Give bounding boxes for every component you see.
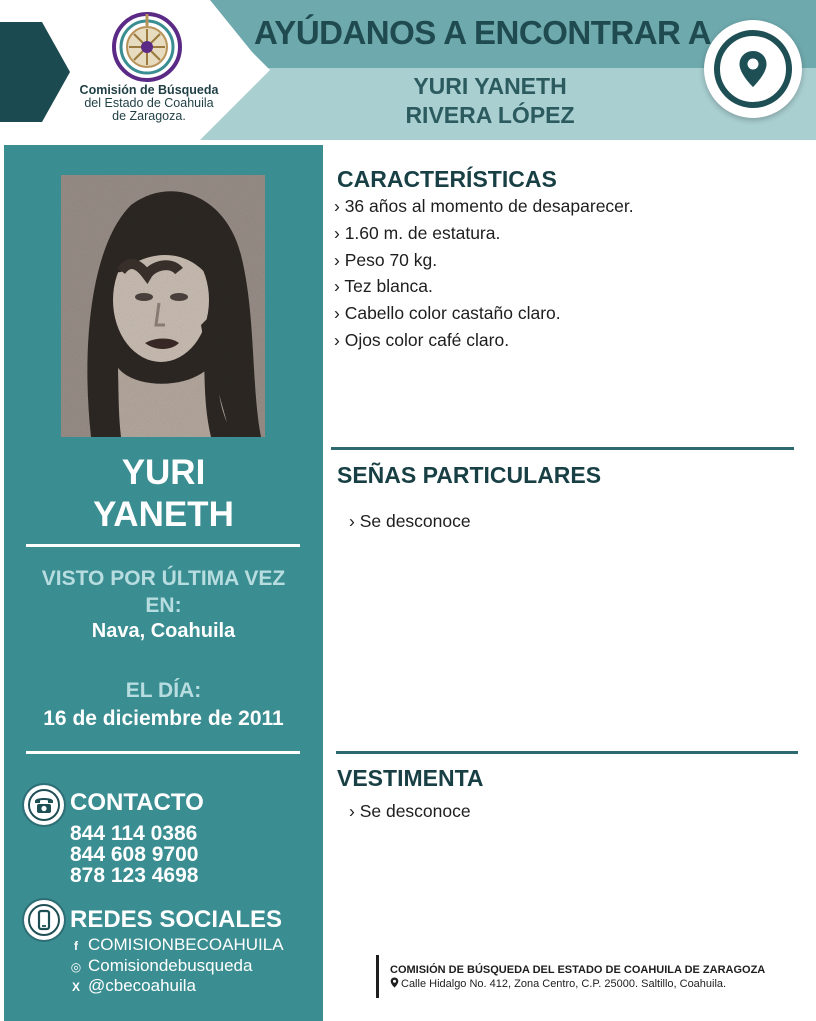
phone-number[interactable]: 844 114 0386 [70,822,198,845]
list-item: › Cabello color castaño claro. [334,300,634,327]
clothing-title: VESTIMENTA [337,765,484,791]
location-badge [704,20,802,118]
social-link-x[interactable] [68,976,196,997]
divider [336,751,798,754]
characteristics-list [334,193,634,354]
social-title: REDES SOCIALES [70,906,283,933]
x-icon: X [71,980,80,994]
logo-text [64,84,234,123]
person-name-line: YURI [121,453,206,492]
characteristics-title: CARACTERÍSTICAS [337,166,557,192]
divider [26,544,300,547]
divider [26,751,300,754]
last-seen-date: 16 de diciembre de 2011 [43,707,284,730]
last-seen-label-line: EN: [145,594,182,617]
list-item: › Peso 70 kg. [334,247,634,274]
list-item: › Ojos color café claro. [334,327,634,354]
last-seen-label-line: VISTO POR ÚLTIMA VEZ [41,567,286,590]
last-seen-label [4,565,323,619]
person-first-names [4,452,323,536]
map-pin-icon [738,50,768,88]
header-person-name [370,72,610,130]
phone-number[interactable]: 878 123 4698 [70,864,199,887]
list-item: › 36 años al momento de desaparecer. [334,193,634,220]
footer-address-text: Calle Hidalgo No. 412, Zona Centro, C.P. 25000. Saltillo, Coahuila. [401,978,727,990]
header-name-line: YURI YANETH [413,73,567,99]
commission-logo-icon [112,12,182,82]
social-link-instagram[interactable] [68,956,252,977]
list-item: › Tez blanca. [334,273,634,300]
footer-organization: COMISIÓN DE BÚSQUEDA DEL ESTADO DE COAHUILA DE ZARAGOZA [390,964,766,976]
header-name-line: RIVERA LÓPEZ [405,102,575,128]
contact-title: CONTACTO [70,789,204,816]
footer-address [390,977,726,990]
logo-text-line: Comisión de Búsqueda [79,83,219,97]
phone-icon [24,785,64,825]
page-headline: AYÚDANOS A ENCONTRAR A [254,14,712,51]
particular-signs-value: › Se desconoce [349,511,471,532]
person-photo [61,175,265,437]
last-seen-place: Nava, Coahuila [91,620,236,642]
instagram-icon: ◎ [70,960,82,974]
list-item: › 1.60 m. de estatura. [334,220,634,247]
person-name-line: YANETH [93,495,234,534]
logo-text-line: del Estado de Coahuila [84,96,214,110]
logo-text-line: de Zaragoza. [112,109,186,123]
divider [331,447,794,450]
social-link-facebook[interactable] [68,935,284,956]
social-handle: Comisiondebusqueda [88,956,253,975]
clothing-value: › Se desconoce [349,801,471,822]
footer-divider [376,955,379,998]
mobile-icon [24,900,64,940]
particular-signs-title: SEÑAS PARTICULARES [337,462,602,488]
social-handle: COMISIONBECOAHUILA [88,935,284,954]
location-pin-icon [390,977,399,988]
header [0,0,816,140]
last-seen-day-label: EL DÍA: [125,679,202,702]
social-handle: @cbecoahuila [88,976,196,995]
phone-number[interactable]: 844 608 9700 [70,843,199,866]
facebook-icon: f [74,939,78,953]
